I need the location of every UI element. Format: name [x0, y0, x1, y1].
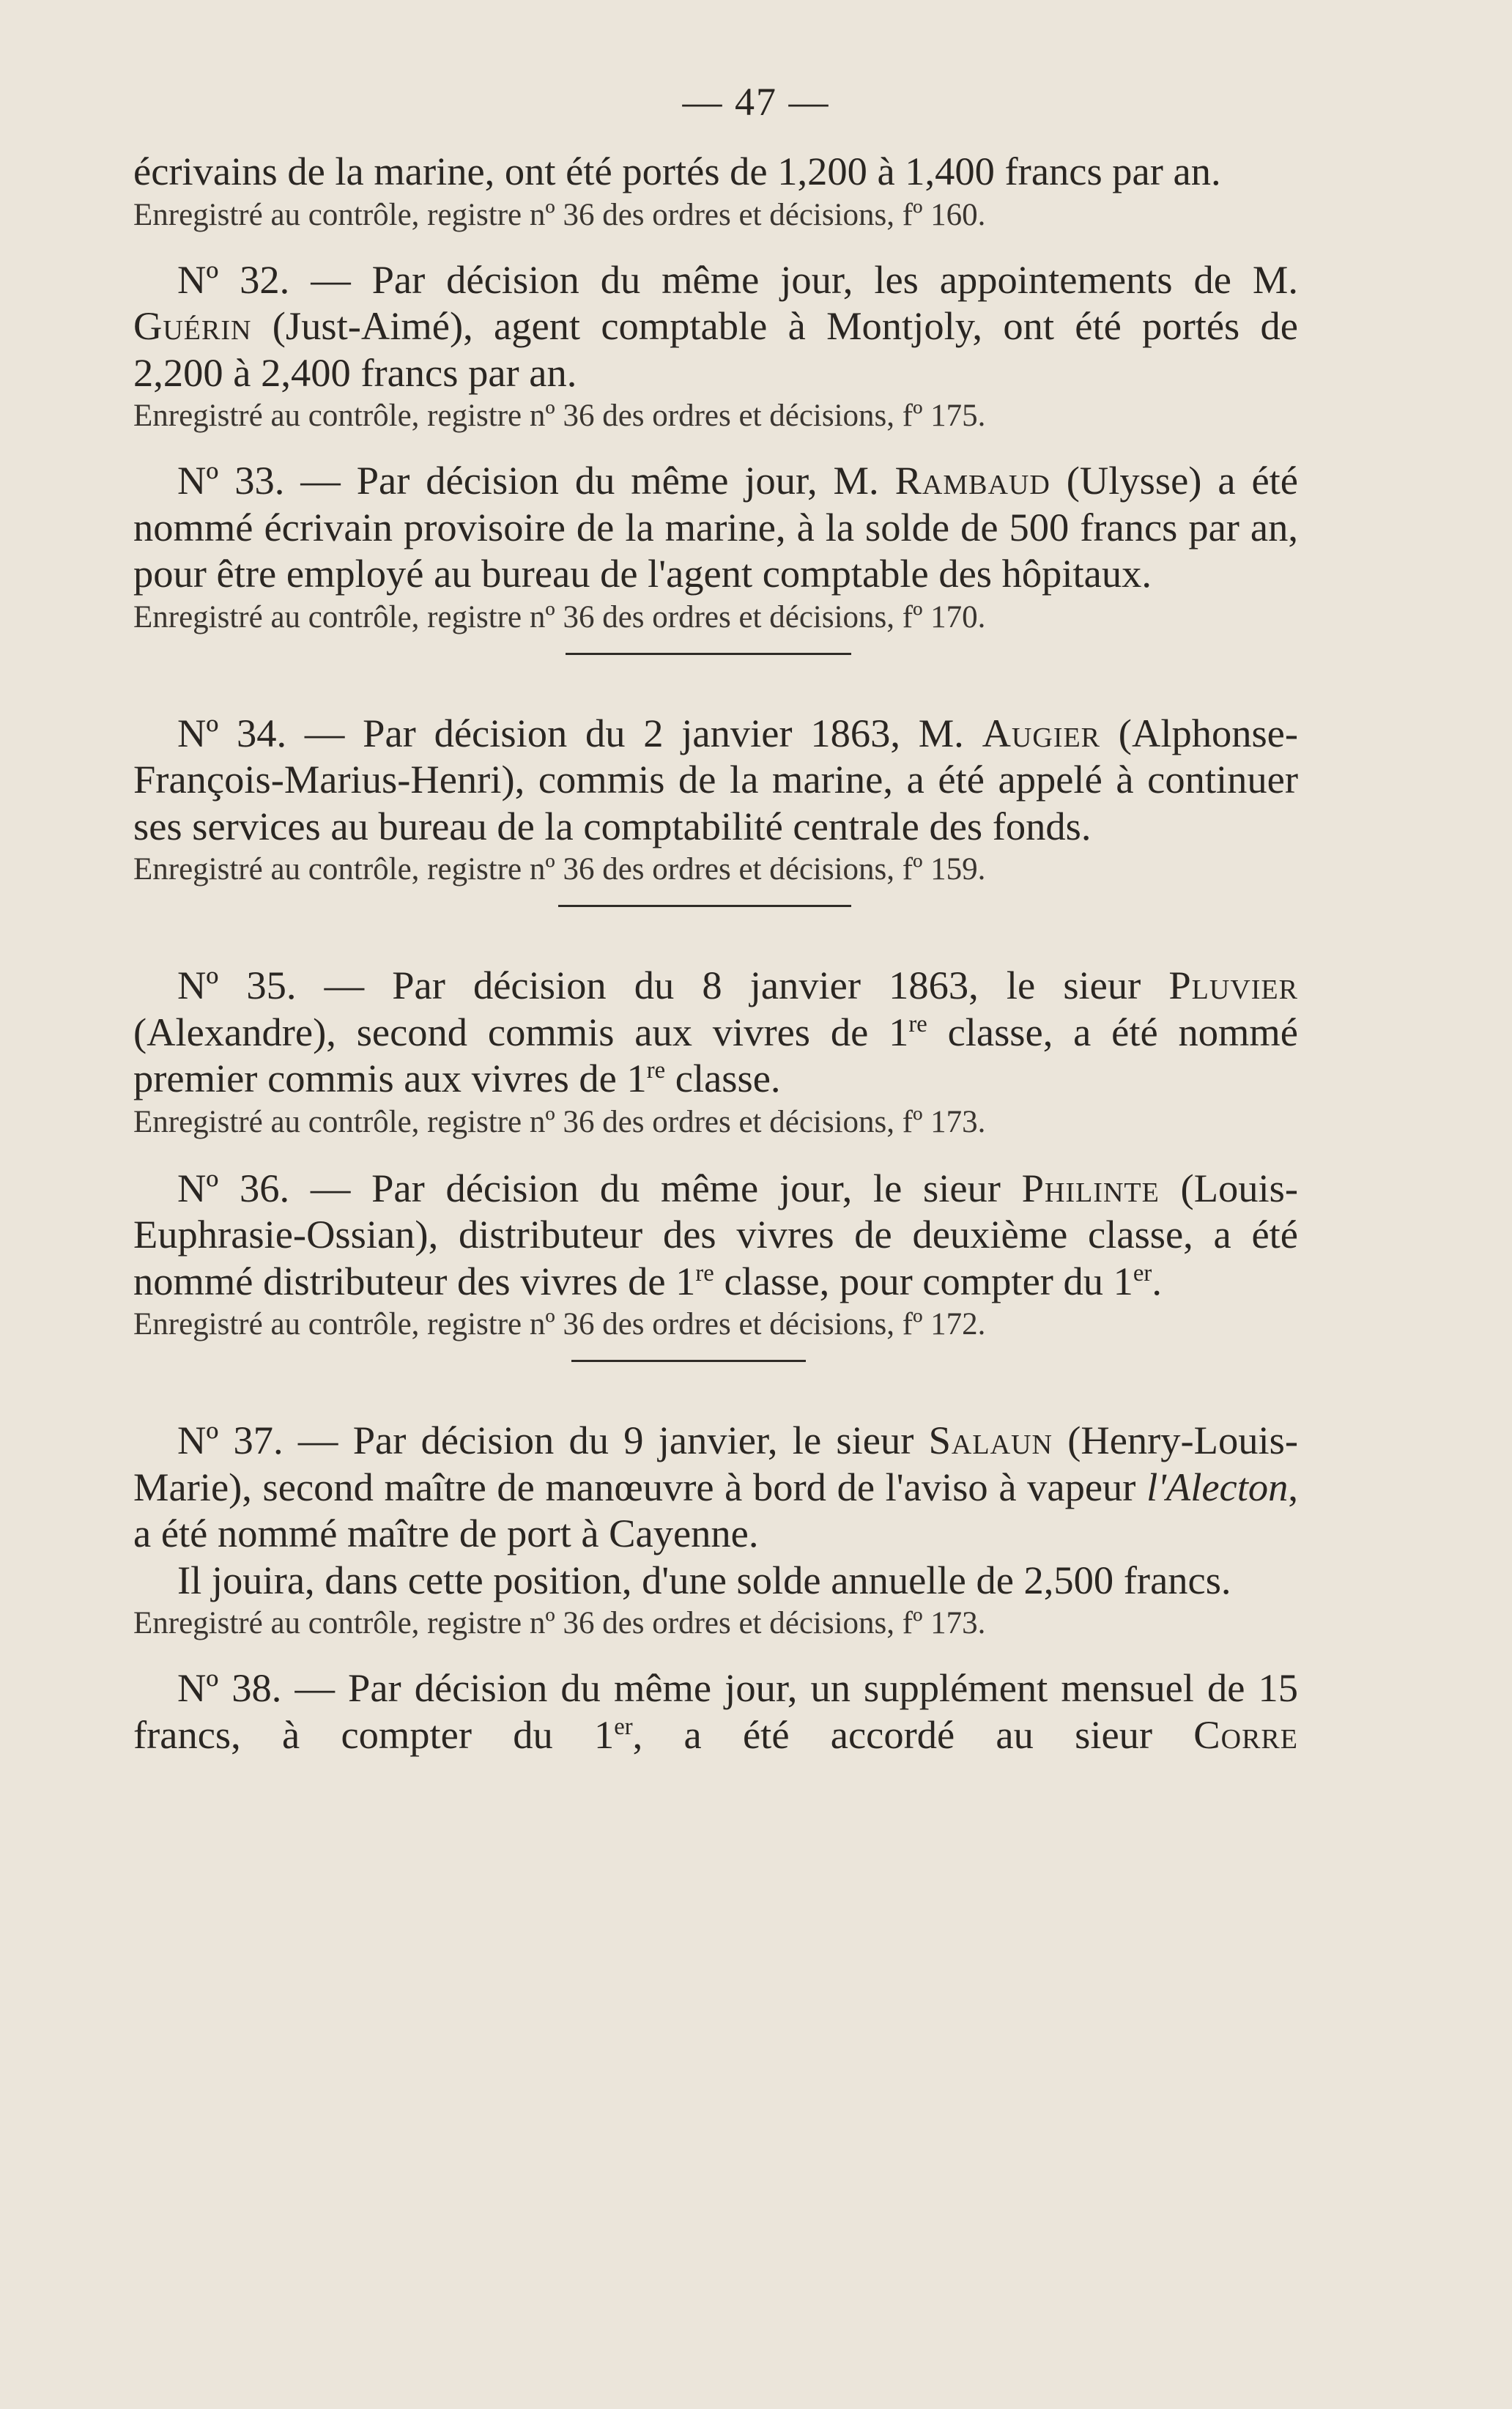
entry-number: Nº 38. [177, 1665, 282, 1710]
entry-37-second-paragraph: Il jouira, dans cette position, d'une solde annuelle de 2,500 francs. [177, 1557, 1231, 1602]
entry-34: Nº 34. — Par décision du 2 janvier 1863, M. Augier (Alphonse-François-Marius-Henri), commis de la marine, a été appelé à continuer ses services au bureau de la comptabilité centrale des fonds. [133, 710, 1299, 848]
separator [133, 638, 1298, 710]
entry-37: Nº 37. — Par décision du 9 janvier, le sieur Salaun (Henry-Louis-Marie), second maître de manœuvre à bord de l'aviso à vapeur l'Alecton, a été nommé maître de port à Cayenne. [133, 1418, 1298, 1555]
document-body [133, 148, 1298, 1758]
entry-number: Nº 33. [177, 458, 285, 503]
separator [133, 1345, 1298, 1417]
entry-number: Nº 34. [177, 710, 287, 755]
entry-38: Nº 38. — Par décision du même jour, un supplément mensuel de 15 francs, à compter du 1er, a été accordé au sieur Corre [133, 1665, 1298, 1757]
person-name: Guérin [133, 303, 252, 348]
entry-33: Nº 33. — Par décision du même jour, M. Rambaud (Ulysse) a été nommé écrivain provisoire de la marine, à la solde de 500 francs par an, pour être employé au bureau de l'agent comptable des hôpitaux. [133, 458, 1298, 596]
person-name: Salaun [928, 1418, 1053, 1462]
entry-36: Nº 36. — Par décision du même jour, le sieur Philinte (Louis-Euphrasie-Ossian), distributeur des vivres de deuxième classe, a été nommé distributeur des vivres de 1re classe, pour compter du 1er. [133, 1165, 1298, 1303]
registration-note: Enregistré au contrôle, registre nº 36 des ordres et décisions, fº 160. [133, 197, 986, 232]
registration-note: Enregistré au contrôle, registre nº 36 des ordres et décisions, fº 172. [133, 1307, 986, 1342]
person-name: Corre [1193, 1712, 1298, 1757]
person-name: Augier [982, 710, 1101, 755]
page-number: — 47 — [682, 80, 830, 124]
entry-number: Nº 37. [177, 1418, 284, 1462]
entry-32: Nº 32. — Par décision du même jour, les appointements de M. Guérin (Just-Aimé), agent comptable à Montjoly, ont été portés de 2,200 à 2,400 francs par an. [133, 256, 1298, 395]
person-name: Philinte [1021, 1165, 1160, 1210]
entry-number: Nº 32. [177, 256, 290, 302]
registration-note: Enregistré au contrôle, registre nº 36 des ordres et décisions, fº 173. [133, 1104, 986, 1139]
registration-note: Enregistré au contrôle, registre nº 36 des ordres et décisions, fº 173. [133, 1606, 986, 1640]
person-name: Pluvier [1168, 963, 1298, 1007]
entry-number: Nº 35. [177, 963, 297, 1007]
entry-number: Nº 36. [177, 1165, 290, 1210]
person-name: Rambaud [894, 458, 1050, 503]
separator [133, 890, 1298, 962]
entry-35: Nº 35. — Par décision du 8 janvier 1863, le sieur Pluvier (Alexandre), second commis aux vivres de 1re classe, a été nommé premier commis aux vivres de 1re classe. [133, 963, 1298, 1100]
registration-note: Enregistré au contrôle, registre nº 36 des ordres et décisions, fº 159. [133, 852, 986, 887]
paragraph-continuation: écrivains de la marine, ont été portés de 1,200 à 1,400 francs par an. [133, 149, 1221, 193]
ship-name: l'Alecton [1146, 1464, 1289, 1509]
registration-note: Enregistré au contrôle, registre nº 36 des ordres et décisions, fº 170. [133, 599, 986, 634]
registration-note: Enregistré au contrôle, registre nº 36 des ordres et décisions, fº 175. [133, 399, 986, 433]
